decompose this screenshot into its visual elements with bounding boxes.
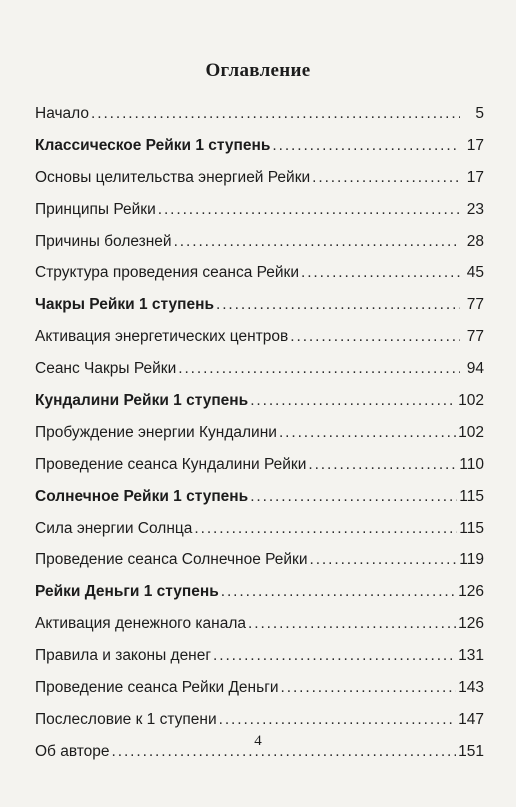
dot-leader (301, 257, 460, 289)
toc-entry-page: 119 (459, 551, 484, 569)
dot-leader (221, 576, 456, 608)
toc-entry-label: Пробуждение энергии Кундалини (35, 423, 277, 441)
toc-row (35, 353, 484, 385)
toc-entry-label: Послесловие к 1 ступени (35, 710, 217, 728)
toc-entry-page: 102 (458, 392, 484, 410)
dot-leader (216, 289, 460, 321)
toc-entry-label: Кундалини Рейки 1 ступень (35, 392, 249, 410)
toc-entry-page: 143 (458, 679, 484, 697)
dot-leader (312, 162, 460, 194)
toc-entry-page: 147 (458, 710, 484, 728)
dot-leader (250, 385, 456, 417)
toc-entry-page: 77 (466, 296, 484, 314)
toc-row (35, 321, 484, 353)
dot-leader (178, 353, 460, 385)
toc-row (35, 417, 484, 449)
dot-leader (281, 672, 457, 704)
page-number: 4 (254, 733, 262, 749)
toc-entry-label: Проведение сеанса Рейки Деньги (35, 679, 279, 697)
toc-entry-label: Принципы Рейки (35, 200, 156, 218)
dot-leader (248, 608, 456, 640)
table-of-contents (35, 98, 484, 768)
toc-entry-label: Правила и законы денег (35, 647, 212, 665)
toc-entry-page: 45 (466, 264, 484, 282)
dot-leader (310, 544, 458, 576)
toc-entry-page: 126 (458, 583, 484, 601)
dot-leader (174, 226, 460, 258)
toc-row (35, 672, 484, 704)
dot-leader (158, 194, 460, 226)
toc-entry-page: 17 (466, 168, 484, 186)
toc-row (35, 194, 484, 226)
toc-entry-label: Чакры Рейки 1 ступень (35, 296, 214, 314)
toc-row (35, 608, 484, 640)
toc-entry-page: 115 (459, 519, 484, 537)
dot-leader (279, 417, 456, 449)
dot-leader (219, 704, 457, 736)
toc-entry-label: Причины болезней (35, 232, 172, 250)
dot-leader (250, 481, 457, 513)
toc-entry-page: 131 (458, 647, 484, 665)
toc-entry-label: Солнечное Рейки 1 ступень (35, 487, 249, 505)
toc-entry-page: 17 (466, 136, 484, 154)
dot-leader (272, 130, 460, 162)
toc-row (35, 704, 484, 736)
page-title: Оглавление (205, 60, 311, 81)
toc-entry-page: 23 (466, 200, 484, 218)
dot-leader (91, 98, 460, 130)
toc-entry-label: Сеанс Чакры Рейки (35, 360, 177, 378)
toc-entry-label: Начало (35, 105, 90, 122)
toc-row (35, 513, 484, 545)
toc-entry-label: Классическое Рейки 1 ступень (35, 136, 271, 154)
toc-entry-label: Основы целительства энергией Рейки (35, 168, 311, 186)
toc-entry-label: Активация денежного канала (35, 615, 247, 633)
toc-row (35, 640, 484, 672)
toc-entry-label: Структура проведения сеанса Рейки (35, 264, 299, 282)
toc-entry-page: 151 (458, 742, 484, 760)
toc-entry-page: 102 (458, 423, 484, 441)
toc-row (35, 226, 484, 258)
toc-entry-label: Проведение сеанса Кундалини Рейки (35, 455, 307, 473)
toc-section-row (35, 481, 484, 513)
toc-entry-label: Сила энергии Солнца (35, 519, 193, 537)
dot-leader (213, 640, 456, 672)
toc-row (35, 449, 484, 481)
dot-leader (308, 449, 457, 481)
toc-entry-page: 77 (466, 328, 484, 346)
toc-entry-label: Активация энергетических центров (35, 328, 289, 346)
toc-entry-page: 28 (466, 232, 484, 250)
toc-section-row (35, 385, 484, 417)
toc-row (35, 98, 484, 130)
toc-entry-label: Об авторе (35, 742, 110, 760)
toc-entry-page: 115 (459, 487, 484, 505)
toc-section-row (35, 576, 484, 608)
toc-entry-label: Проведение сеанса Солнечное Рейки (35, 551, 308, 569)
toc-entry-label: Рейки Деньги 1 ступень (35, 583, 219, 601)
dot-leader (194, 513, 457, 545)
toc-row (35, 544, 484, 576)
dot-leader (290, 321, 460, 353)
toc-section-row (35, 289, 484, 321)
toc-section-row (35, 130, 484, 162)
toc-entry-page: 5 (475, 105, 484, 122)
toc-entry-page: 110 (459, 455, 484, 473)
toc-row (35, 162, 484, 194)
toc-row (35, 257, 484, 289)
toc-entry-page: 126 (458, 615, 484, 633)
toc-entry-page: 94 (466, 360, 484, 378)
